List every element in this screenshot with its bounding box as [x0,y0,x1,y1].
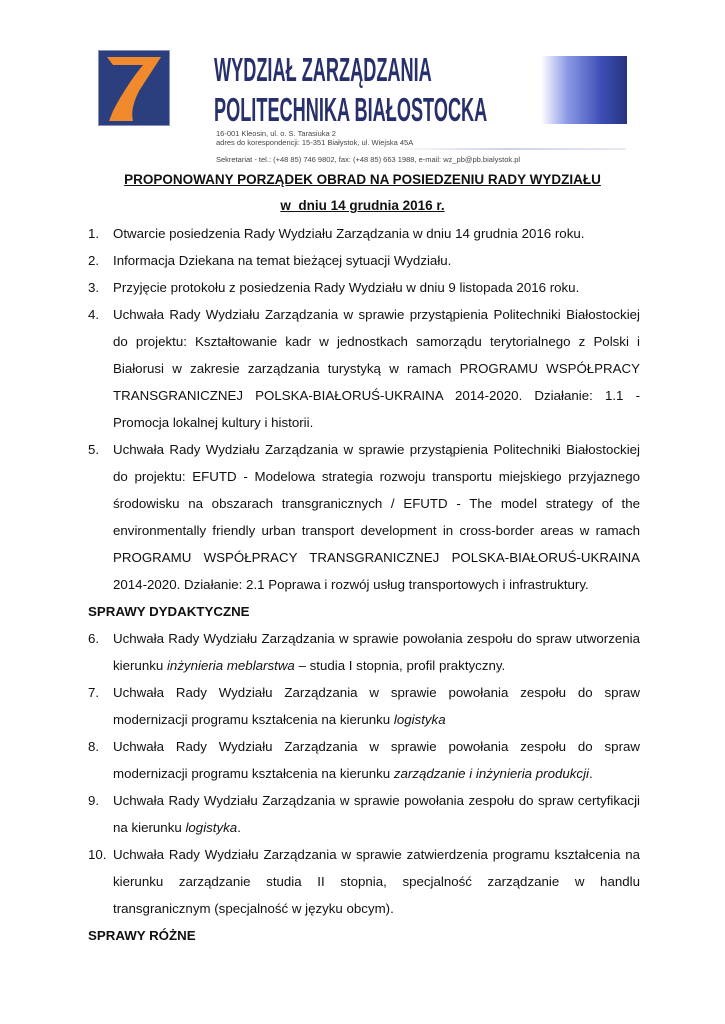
item-text-italic: logistyka [393,712,446,727]
header-gradient-decoration [541,56,627,124]
item-text-part: Uchwała Rady Wydziału Zarządzania w sprawie przystąpienia Politechniki Białostockiej do projektu: Kształtowanie kadr w jednostkach samorządu terytorialnego z Polski i Białorusi w zakresie zarządzania turystyką w ramach PROGRAMU WSPÓŁPRACY TRANSGRANICZNEJ POLSKA-BIAŁORUŚ-UKRAINA 2014-2020. Działanie: 1.1 - Promocja lokalnej kultury i historii. [113,307,640,430]
item-text [113,220,640,247]
agenda-item [88,247,640,274]
agenda-item [88,841,640,922]
faculty-logo [98,50,170,126]
agenda-item [88,733,640,787]
agenda-item [88,436,640,598]
header-divider [390,148,626,150]
item-text-part: . [237,820,241,835]
item-text-italic: logistyka [185,820,238,835]
item-text [113,787,640,841]
agenda-item [88,679,640,733]
item-number: 7. [88,685,100,700]
item-text-part: Uchwała Rady Wydziału Zarządzania w sprawie powołania zespołu do spraw modernizacji programu kształcenia na kierunku [113,685,640,727]
item-text [113,625,640,679]
item-text [113,679,640,733]
item-text [113,274,640,301]
correspondence-address: adres do korespondencji: 15-351 Białystok, ul. Wiejska 45A [216,138,414,147]
item-text-part: Uchwała Rady Wydziału Zarządzania w sprawie zatwierdzenia programu kształcenia na kierunku zarządzanie studia II stopnia, specjalność zarządzanie w handlu transgranicznym (specjalność w języku obcym). [113,847,640,916]
item-text-part: Uchwała Rady Wydziału Zarządzania w sprawie powołania zespołu do spraw modernizacji programu kształcenia na kierunku [113,739,640,781]
item-text-part: . [588,766,593,781]
item-text-part: Przyjęcie protokołu z posiedzenia Rady Wydziału w dniu 9 listopada 2016 roku. [113,280,580,295]
agenda-item [88,274,640,301]
agenda-list-didactic [88,625,640,922]
contact-line: Sekretariat - tel.: (+48 85) 746 9802, fax: (+48 85) 663 1988, e-mail: wz_pb@pb.bialystok.pl [216,155,521,164]
item-text-part: – studia I stopnia, profil praktyczny. [294,658,506,673]
item-text [113,247,640,274]
item-number: 8. [88,739,100,754]
agenda [88,220,640,949]
faculty-name: WYDZIAŁ ZARZĄDZANIA [214,51,432,88]
item-text [113,733,640,787]
item-text-part: Informacja Dziekana na temat bieżącej sytuacji Wydziału. [113,253,452,268]
document-date: w dniu 14 grudnia 2016 r. [280,198,445,213]
item-text [113,436,640,598]
item-number: 10. [88,847,107,862]
item-text [113,301,640,436]
item-number: 4. [88,307,100,322]
item-number: 9. [88,793,100,808]
agenda-item [88,220,640,247]
item-text-part: Uchwała Rady Wydziału Zarządzania w sprawie powołania zespołu do spraw certyfikacji na kierunku [113,793,640,835]
item-number: 5. [88,442,100,457]
item-number: 2. [88,253,100,268]
item-text [113,841,640,922]
section-heading-didactic: SPRAWY DYDAKTYCZNE [88,604,250,619]
agenda-item [88,625,640,679]
item-text-part: Uchwała Rady Wydziału Zarządzania w sprawie przystąpienia Politechniki Białostockiej do projektu: EFUTD - Modelowa strategia rozwoju transportu miejskiego przyjaznego środowisku na obszarach transgranicznych / EFUTD - The model strategy of the environmentally friendly urban transport development in cross-border areas w ramach PROGRAMU WSPÓŁPRACY TRANSGRANICZNEJ POLSKA-BIAŁORUŚ-UKRAINA 2014-2020. Działanie: 2.1 Poprawa i rozwój usług transportowych i infrastruktury. [113,442,640,592]
item-text-part: Otwarcie posiedzenia Rady Wydziału Zarządzania w dniu 14 grudnia 2016 roku. [113,226,585,241]
item-number: 1. [88,226,100,241]
item-text-italic: inżynieria meblarstwa [166,658,295,673]
item-number: 3. [88,280,100,295]
item-number: 6. [88,631,100,646]
document-title: PROPONOWANY PORZĄDEK OBRAD NA POSIEDZENIU RADY WYDZIAŁU [124,172,601,187]
agenda-list [88,220,640,598]
item-text-part: Uchwała Rady Wydziału Zarządzania w sprawie powołania zespołu do spraw utworzenia kierunku [113,631,640,673]
item-text-italic: zarządzanie i inżynieria produkcji [393,766,589,781]
address-line: 16-001 Kleosin, ul. o. S. Tarasiuka 2 [216,129,336,138]
university-name: POLITECHNIKA BIAŁOSTOCKA [214,91,488,128]
agenda-item [88,301,640,436]
agenda-item [88,787,640,841]
section-heading-other: SPRAWY RÓŻNE [88,928,196,943]
